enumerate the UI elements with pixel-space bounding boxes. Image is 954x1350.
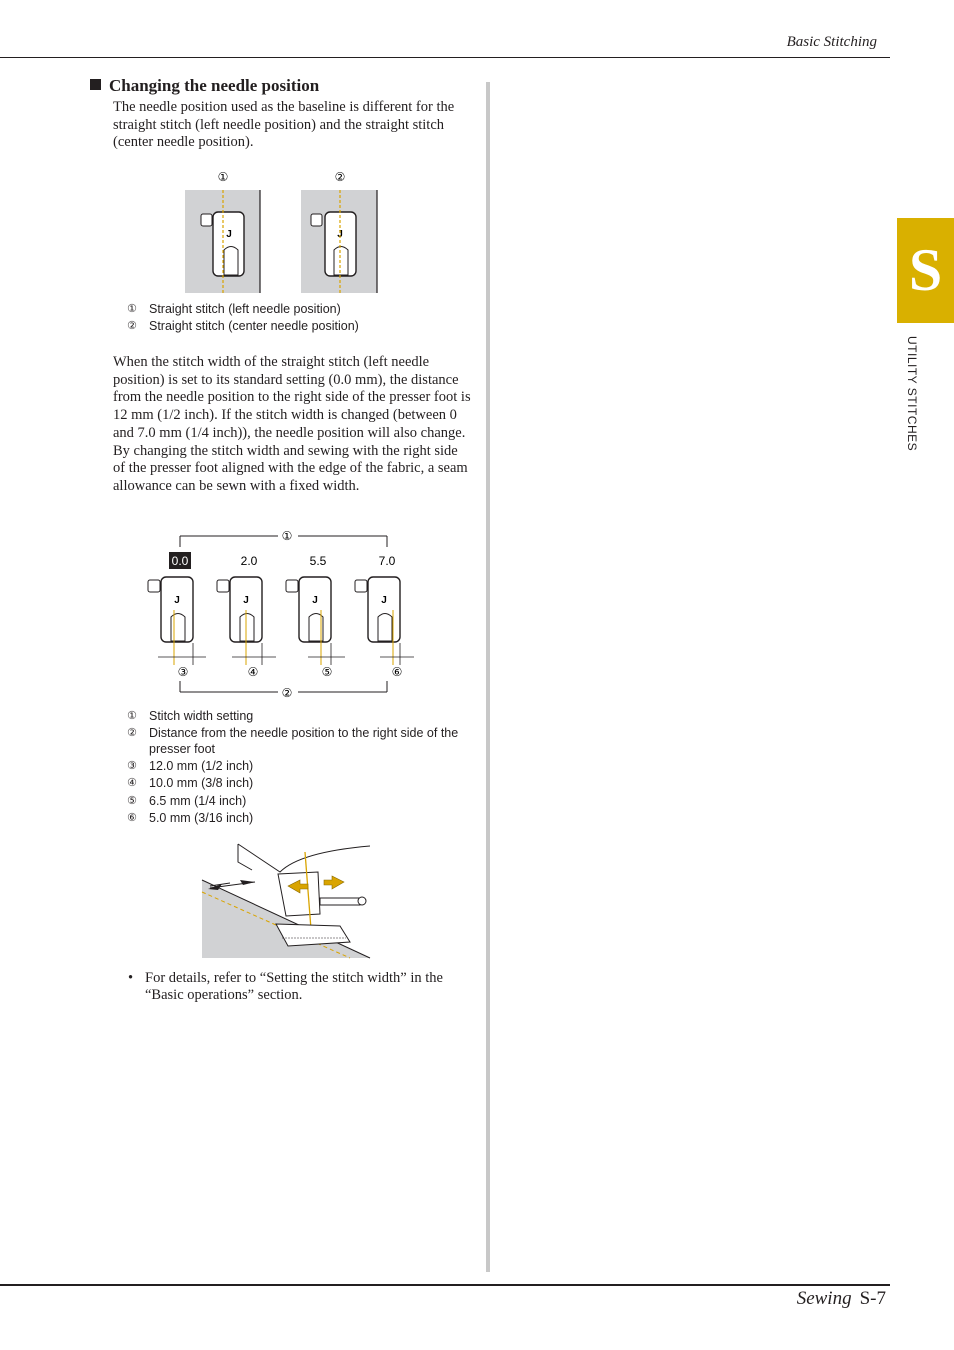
chapter-tab-label: UTILITY STITCHES xyxy=(905,336,919,452)
figure2-captions xyxy=(0,708,480,833)
width-label: 5.5 xyxy=(309,554,327,568)
caption-text: 10.0 mm (3/8 inch) xyxy=(149,776,254,790)
figure1-captions xyxy=(0,301,480,341)
presser-foot-icon xyxy=(148,577,206,665)
svg-text:J: J xyxy=(312,595,318,606)
width-label: 7.0 xyxy=(378,554,396,568)
width-label: 0.0 xyxy=(171,554,189,568)
caption-text: Straight stitch (center needle position) xyxy=(149,319,359,333)
svg-text:J: J xyxy=(226,229,232,240)
presser-foot-icon xyxy=(185,190,260,293)
svg-text:J: J xyxy=(243,595,249,606)
bullet-dot-icon: • xyxy=(128,970,134,986)
chapter-tab: S xyxy=(897,218,954,323)
bullet-text: For details, refer to “Setting the stitch width” in the “Basic operations” section. xyxy=(145,970,443,1003)
svg-text:J: J xyxy=(337,229,343,240)
stitch-width-figure xyxy=(140,525,430,705)
caption-text: Stitch width setting xyxy=(149,709,254,723)
caption-text: Distance from the needle position to the right side of the presser foot xyxy=(149,726,459,756)
figure2-top-marker: ① xyxy=(281,529,293,543)
presser-foot-icon xyxy=(286,577,345,665)
caption-number: ⑥ xyxy=(127,811,137,824)
presser-foot-icon xyxy=(217,577,276,665)
caption-number: ① xyxy=(127,302,137,315)
caption-number: ⑤ xyxy=(127,794,137,807)
page-footer xyxy=(797,1288,886,1310)
caption-number: ② xyxy=(127,319,137,332)
caption-text: Straight stitch (left needle position) xyxy=(149,302,341,316)
arrow-right-icon xyxy=(324,876,344,889)
caption-text: 6.5 mm (1/4 inch) xyxy=(149,794,247,808)
figure1-marker-1: ① xyxy=(217,170,229,184)
presser-foot-icon xyxy=(301,190,377,293)
caption-number: ② xyxy=(127,726,137,739)
needle-position-figure xyxy=(180,165,390,297)
running-header: Basic Stitching xyxy=(786,34,877,50)
width-label: 2.0 xyxy=(240,554,258,568)
presser-foot-icon xyxy=(355,577,414,665)
caption-number: ① xyxy=(127,709,137,722)
svg-text:J: J xyxy=(381,595,387,606)
intro-paragraph: The needle position used as the baseline is different for the straight stitch (left needle position) and the straight stitch (center needle position). xyxy=(113,99,455,151)
square-bullet-icon xyxy=(90,79,101,90)
distance-marker: ⑥ xyxy=(391,665,403,679)
header-rule xyxy=(0,57,890,58)
body-paragraph: When the stitch width of the straight stitch (left needle position) is set to its standard setting (0.0 mm), the distance from the needle position to the right side of the presser foot is 12 mm (1/2 inch). If the stitch width is changed (between 0 and 7.0 mm (1/4 inch)), the needle position will also change. By changing the stitch width and sewing with the right side of the presser foot aligned with the edge of the fabric, a seam allowance can be sewn with a fixed width. xyxy=(113,354,471,494)
page-number: S-7 xyxy=(859,1288,886,1309)
figure2-bottom-marker: ② xyxy=(281,686,293,700)
column-divider xyxy=(486,82,490,1272)
figure1-marker-2: ② xyxy=(334,170,346,184)
svg-text:J: J xyxy=(174,595,180,606)
footer-rule xyxy=(0,1284,890,1286)
distance-marker: ⑤ xyxy=(321,665,333,679)
caption-number: ③ xyxy=(127,759,137,772)
sewing-illustration xyxy=(200,842,372,960)
section-heading: Changing the needle position xyxy=(90,76,319,96)
caption-text: 5.0 mm (3/16 inch) xyxy=(149,811,254,825)
distance-marker: ④ xyxy=(247,665,259,679)
footer-section: Sewing xyxy=(796,1288,852,1309)
distance-marker: ③ xyxy=(177,665,189,679)
caption-number: ④ xyxy=(127,776,137,789)
caption-text: 12.0 mm (1/2 inch) xyxy=(149,759,254,773)
